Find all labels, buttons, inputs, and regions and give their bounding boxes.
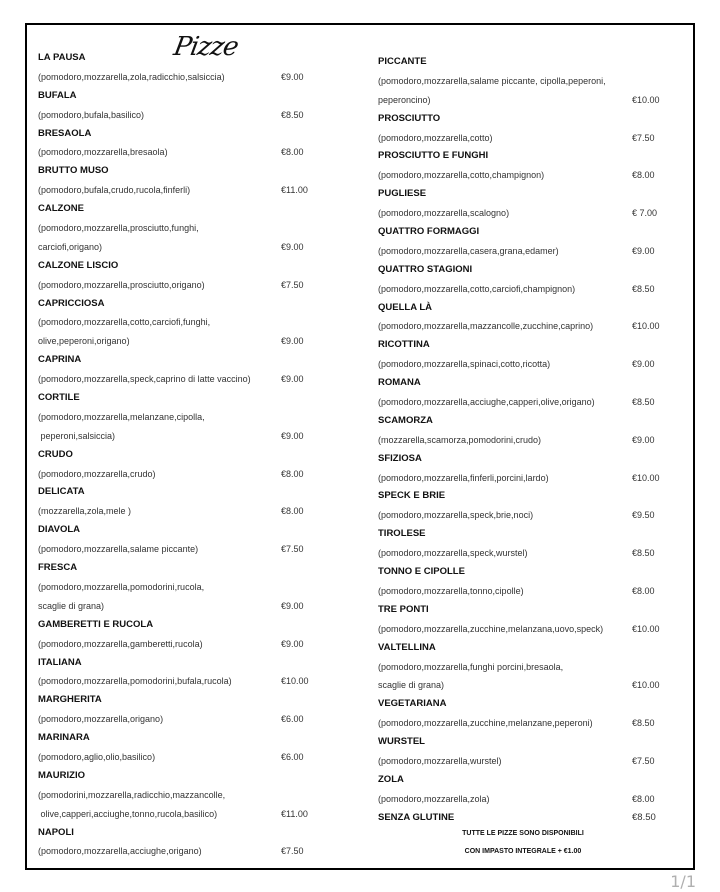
pizza-ingredients: (pomodoro,mozzarella,melanzane,cipolla,: [38, 411, 205, 422]
pizza-name: QUATTRO STAGIONI: [378, 263, 473, 275]
pizza-name: TRE PONTI: [378, 603, 429, 615]
pizza-price: €9.00: [281, 600, 304, 611]
pizza-price: €8.00: [281, 506, 304, 517]
pizza-ingredients: (pomodoro,mozzarella,zucchine,melanzane,peperoni): [378, 718, 593, 729]
pizza-price: €8.00: [632, 585, 655, 596]
pizza-ingredients: (pomodoro,mozzarella,wurstel): [378, 755, 502, 766]
menu-item: [378, 601, 678, 639]
menu-item: [38, 295, 338, 352]
pizza-ingredients: (pomodoro,mozzarella,zucchine,melanzana,uovo,speck): [378, 623, 604, 634]
pizza-name: TONNO E CIPOLLE: [378, 566, 465, 578]
pizza-name: BRUTTO MUSO: [38, 165, 109, 177]
pizza-price: €8.00: [632, 170, 655, 181]
pizza-price: €9.00: [281, 71, 304, 82]
pizza-name: CAPRINA: [38, 354, 82, 366]
pizza-name: GAMBERETTI E RUCOLA: [38, 618, 154, 630]
pizza-ingredients: (pomodoro,mozzarella,gamberetti,rucola): [38, 638, 203, 649]
menu-item: [38, 483, 338, 521]
pizza-price: €10.00: [632, 623, 660, 634]
pizza-price: €8.00: [281, 147, 304, 158]
menu-item: [38, 559, 338, 616]
pizza-name: VEGETARIANA: [378, 698, 447, 710]
pizza-ingredients: (mozzarella,zola,mele ): [38, 506, 132, 517]
pizza-price: €9.50: [632, 510, 655, 521]
pizza-price: €11.00: [281, 185, 308, 196]
pizza-price: €9.00: [281, 374, 304, 385]
pizza-name: CRUDO: [38, 448, 73, 460]
pizza-name: PUGLIESE: [378, 188, 427, 200]
pizza-ingredients: (pomodorini,mozzarella,radicchio,mazzancolle,: [38, 789, 226, 800]
pizza-name: SCAMORZA: [378, 414, 433, 426]
pizza-ingredients: (pomodoro,mozzarella,crudo): [38, 468, 156, 479]
pizza-ingredients: (pomodoro,mozzarella,zola,radicchio,salsiccia): [38, 71, 225, 82]
pizza-name: FRESCA: [38, 562, 78, 574]
pizza-ingredients: (pomodoro,mozzarella,acciughe,origano): [38, 846, 202, 857]
pizza-ingredients: (pomodoro,bufala,crudo,rucola,finferli): [38, 185, 191, 196]
pizza-ingredients: (pomodoro,mozzarella,pomodorini,bufala,rucola): [38, 676, 232, 687]
pizza-ingredients: (pomodoro,mozzarella,scalogno): [378, 208, 510, 219]
menu-item: [378, 809, 678, 828]
pizza-price: €9.00: [281, 241, 304, 252]
menu-item: [38, 87, 338, 125]
pizza-name: QUATTRO FORMAGGI: [378, 226, 480, 238]
pizza-ingredients: olive,capperi,acciughe,tonno,rucola,basilico): [38, 808, 218, 819]
menu-item: [378, 261, 678, 299]
pizza-price: €8.50: [632, 548, 655, 559]
pizza-ingredients: (pomodoro,mozzarella,cotto,carciofi,funghi,: [38, 317, 211, 328]
pizza-ingredients: (mozzarella,scamorza,pomodorini,crudo): [378, 434, 542, 445]
menu-item: [378, 110, 678, 148]
pizza-ingredients: peperoni,salsiccia): [38, 430, 116, 441]
pizza-name: ROMANA: [378, 377, 421, 389]
pizza-ingredients: (pomodoro,mozzarella,origano): [38, 714, 164, 725]
pizza-ingredients: scaglie di grana): [378, 680, 445, 691]
pizza-name: SENZA GLUTINE: [378, 811, 455, 823]
pizza-name: QUELLA LÀ: [378, 301, 433, 313]
pizza-ingredients: (pomodoro,mozzarella,finferli,porcini,lardo): [378, 472, 549, 483]
pizza-name: ITALIANA: [38, 656, 82, 668]
menu-item: [38, 125, 338, 163]
menu-item: [38, 351, 338, 389]
pizza-ingredients: (pomodoro,mozzarella,speck,brie,noci): [378, 510, 534, 521]
pizza-name: PROSCIUTTO E FUNGHI: [378, 150, 489, 162]
pizza-name: CALZONE LISCIO: [38, 259, 119, 271]
pizza-name: PROSCIUTTO: [378, 112, 441, 124]
pizza-name: SPECK E BRIE: [378, 490, 446, 502]
footer-note-line: TUTTE LE PIZZE SONO DISPONIBILI: [462, 829, 584, 837]
menu-item: [378, 223, 678, 261]
pizza-ingredients: (pomodoro,bufala,basilico): [38, 109, 145, 120]
pizza-ingredients: (pomodoro,mozzarella,prosciutto,origano): [38, 279, 205, 290]
menu-item: [38, 824, 338, 862]
menu-column-left: [38, 49, 338, 861]
pizza-price: €7.50: [281, 279, 304, 290]
menu-item: [38, 49, 338, 87]
pizza-price: €7.50: [632, 132, 655, 143]
pizza-price: €6.00: [281, 714, 304, 725]
pizza-price: €10.00: [632, 472, 660, 483]
page-indicator: 1/1: [670, 872, 696, 891]
pizza-name: VALTELLINA: [378, 641, 436, 653]
pizza-price: €8.50: [632, 718, 655, 729]
pizza-name: CALZONE: [38, 203, 84, 215]
pizza-ingredients: olive,peperoni,origano): [38, 336, 130, 347]
menu-item: [378, 450, 678, 488]
pizza-ingredients: (pomodoro,mozzarella,cotto): [378, 132, 493, 143]
menu-item: [378, 487, 678, 525]
pizza-price: €9.00: [632, 359, 655, 370]
pizza-name: LA PAUSA: [38, 52, 86, 63]
pizza-ingredients: (pomodoro,mozzarella,pomodorini,rucola,: [38, 581, 205, 592]
pizza-ingredients: (pomodoro,mozzarella,salame piccante): [38, 544, 199, 555]
pizza-ingredients: peperoncino): [378, 94, 431, 105]
menu-item: [38, 654, 338, 692]
pizza-name: RICOTTINA: [378, 339, 430, 351]
menu-item: [378, 53, 678, 110]
footer-note-line: CON IMPASTO INTEGRALE + €1.00: [464, 847, 582, 855]
pizza-ingredients: (pomodoro,mozzarella,funghi porcini,bresaola,: [378, 661, 564, 672]
pizza-ingredients: (pomodoro,mozzarella,bresaola): [38, 147, 168, 158]
menu-item: [378, 336, 678, 374]
pizza-price: €9.00: [632, 434, 655, 445]
pizza-price: €8.50: [632, 397, 655, 408]
pizza-price: €10.00: [632, 321, 660, 332]
menu-item: [378, 185, 678, 223]
menu-item: [38, 162, 338, 200]
pizza-ingredients: (pomodoro,mozzarella,tonno,cipolle): [378, 585, 524, 596]
pizza-ingredients: carciofi,origano): [38, 241, 103, 252]
pizza-name: DIAVOLA: [38, 524, 81, 536]
pizza-price: €11.00: [281, 808, 308, 819]
menu-item: [378, 639, 678, 696]
menu-item: [378, 374, 678, 412]
menu-item: [378, 771, 678, 809]
pizza-ingredients: (pomodoro,aglio,olio,basilico): [38, 751, 156, 762]
pizza-price: €7.50: [281, 544, 304, 555]
pizza-price: €6.00: [281, 751, 304, 762]
menu-item: [378, 412, 678, 450]
menu-item: [378, 733, 678, 771]
pizza-price: €8.00: [632, 793, 655, 804]
pizza-ingredients: scaglie di grana): [38, 600, 105, 611]
pizza-ingredients: (pomodoro,mozzarella,acciughe,capperi,olive,origano): [378, 397, 595, 408]
menu-item: [38, 767, 338, 824]
pizza-name: MARGHERITA: [38, 694, 102, 706]
pizza-price: € 7.00: [632, 208, 658, 219]
pizza-price: €9.00: [281, 336, 304, 347]
pizza-price: €9.00: [281, 430, 304, 441]
pizza-ingredients: (pomodoro,mozzarella,cotto,carciofi,champignon): [378, 283, 576, 294]
menu-item: [378, 525, 678, 563]
menu-item: [38, 729, 338, 767]
pizza-price: €8.50: [632, 811, 656, 823]
pizza-price: €7.50: [281, 846, 304, 857]
pizza-name: ZOLA: [378, 773, 404, 785]
menu-item: [38, 389, 338, 446]
menu-item: [38, 616, 338, 654]
pizza-name: MAURIZIO: [38, 769, 85, 781]
pizza-ingredients: (pomodoro,mozzarella,mazzancolle,zucchine,caprino): [378, 321, 594, 332]
pizza-ingredients: (pomodoro,mozzarella,spinaci,cotto,ricotta): [378, 359, 551, 370]
pizza-name: BUFALA: [38, 89, 77, 101]
pizza-price: €8.50: [281, 109, 304, 120]
pizza-price: €9.00: [632, 245, 655, 256]
pizza-name: TIROLESE: [378, 528, 426, 540]
menu-item: [378, 299, 678, 337]
menu-item: [378, 147, 678, 185]
menu-item: [38, 200, 338, 257]
pizza-ingredients: (pomodoro,mozzarella,speck,wurstel): [378, 548, 528, 559]
pizza-name: SFIZIOSA: [378, 452, 422, 464]
pizza-ingredients: (pomodoro,mozzarella,casera,grana,edamer): [378, 245, 559, 256]
pizza-price: €8.50: [632, 283, 655, 294]
pizza-price: €10.00: [632, 94, 660, 105]
menu-item: [38, 521, 338, 559]
pizza-ingredients: (pomodoro,mozzarella,salame piccante, cipolla,peperoni,: [378, 75, 606, 86]
pizza-name: CORTILE: [38, 392, 80, 404]
pizza-name: WURSTEL: [378, 736, 425, 748]
menu-item: [38, 257, 338, 295]
menu-title-logo: Pizze: [171, 32, 241, 62]
menu-column-right: [378, 53, 678, 868]
pizza-price: €10.00: [632, 680, 660, 691]
menu-item: [378, 695, 678, 733]
footer-note: [378, 828, 678, 868]
pizza-price: €10.00: [281, 676, 309, 687]
pizza-name: PICCANTE: [378, 56, 427, 67]
pizza-name: MARINARA: [38, 732, 90, 744]
menu-item: [38, 446, 338, 484]
pizza-price: €7.50: [632, 755, 655, 766]
pizza-ingredients: (pomodoro,mozzarella,zola): [378, 793, 490, 804]
menu-item: [378, 563, 678, 601]
pizza-name: DELICATA: [38, 486, 85, 498]
menu-item: [38, 691, 338, 729]
pizza-name: NAPOLI: [38, 826, 74, 838]
pizza-name: CAPRICCIOSA: [38, 297, 105, 309]
pizza-price: €8.00: [281, 468, 304, 479]
pizza-ingredients: (pomodoro,mozzarella,speck,caprino di latte vaccino): [38, 374, 251, 385]
pizza-ingredients: (pomodoro,mozzarella,cotto,champignon): [378, 170, 545, 181]
pizza-price: €9.00: [281, 638, 304, 649]
pizza-ingredients: (pomodoro,mozzarella,prosciutto,funghi,: [38, 223, 199, 234]
pizza-name: BRESAOLA: [38, 127, 92, 139]
